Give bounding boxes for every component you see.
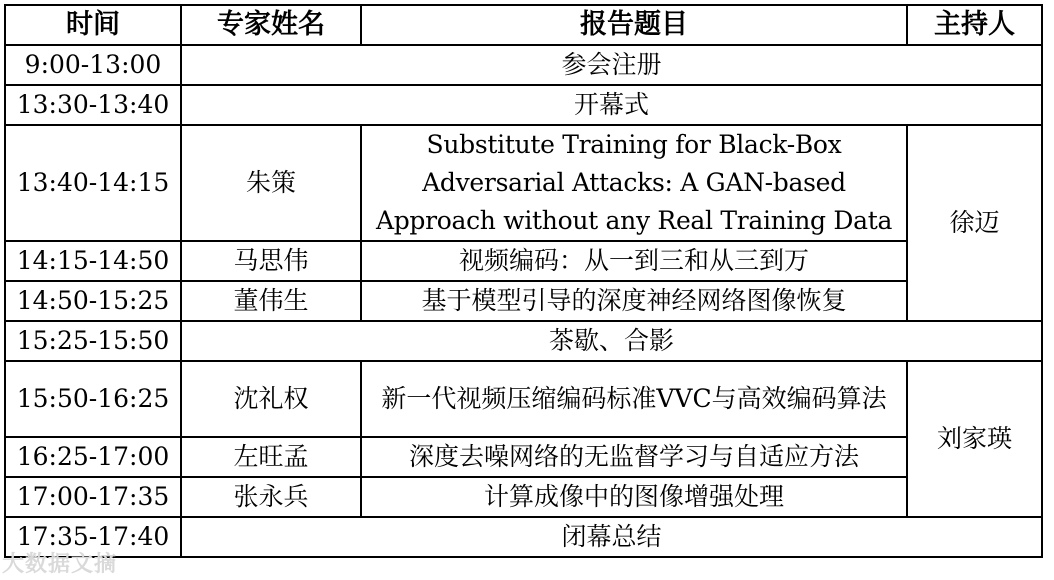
time-cell: 9:00-13:00 xyxy=(5,45,181,85)
time-cell: 16:25-17:00 xyxy=(5,437,181,477)
header-host: 主持人 xyxy=(907,5,1042,45)
table-row xyxy=(5,85,1042,125)
topic-cell: Substitute Training for Black-Box Adversarial Attacks: A GAN-based Approach without any Real Training Data xyxy=(361,125,907,241)
header-time: 时间 xyxy=(5,5,181,45)
time-cell: 14:15-14:50 xyxy=(5,241,181,281)
header-speaker: 专家姓名 xyxy=(181,5,361,45)
table-row xyxy=(5,361,1042,437)
table-row xyxy=(5,45,1042,85)
time-cell: 15:50-16:25 xyxy=(5,361,181,437)
topic-cell: 深度去噪网络的无监督学习与自适应方法 xyxy=(361,437,907,477)
speaker-cell: 马思伟 xyxy=(181,241,361,281)
event-cell: 茶歇、合影 xyxy=(181,321,1042,361)
speaker-cell: 左旺孟 xyxy=(181,437,361,477)
event-cell: 开幕式 xyxy=(181,85,1042,125)
header-row xyxy=(5,5,1042,45)
schedule-container xyxy=(4,4,1043,558)
schedule-table xyxy=(4,4,1043,558)
event-cell: 闭幕总结 xyxy=(181,517,1042,557)
table-row xyxy=(5,321,1042,361)
table-row xyxy=(5,477,1042,517)
table-row xyxy=(5,241,1042,281)
speaker-cell: 沈礼权 xyxy=(181,361,361,437)
speaker-cell: 朱策 xyxy=(181,125,361,241)
table-row xyxy=(5,281,1042,321)
time-cell: 14:50-15:25 xyxy=(5,281,181,321)
speaker-cell: 董伟生 xyxy=(181,281,361,321)
time-cell: 17:00-17:35 xyxy=(5,477,181,517)
time-cell: 13:30-13:40 xyxy=(5,85,181,125)
table-row xyxy=(5,125,1042,241)
time-cell: 15:25-15:50 xyxy=(5,321,181,361)
host-cell: 刘家瑛 xyxy=(907,361,1042,517)
topic-cell: 视频编码：从一到三和从三到万 xyxy=(361,241,907,281)
host-cell: 徐迈 xyxy=(907,125,1042,321)
header-topic: 报告题目 xyxy=(361,5,907,45)
watermark-logo: 大数据文摘 xyxy=(2,552,118,577)
topic-cell: 新一代视频压缩编码标准VVC与高效编码算法 xyxy=(361,361,907,437)
time-cell: 13:40-14:15 xyxy=(5,125,181,241)
event-cell: 参会注册 xyxy=(181,45,1042,85)
topic-cell: 基于模型引导的深度神经网络图像恢复 xyxy=(361,281,907,321)
table-row xyxy=(5,517,1042,557)
time-cell: 17:35-17:40 xyxy=(5,517,181,557)
speaker-cell: 张永兵 xyxy=(181,477,361,517)
table-row xyxy=(5,437,1042,477)
topic-cell: 计算成像中的图像增强处理 xyxy=(361,477,907,517)
